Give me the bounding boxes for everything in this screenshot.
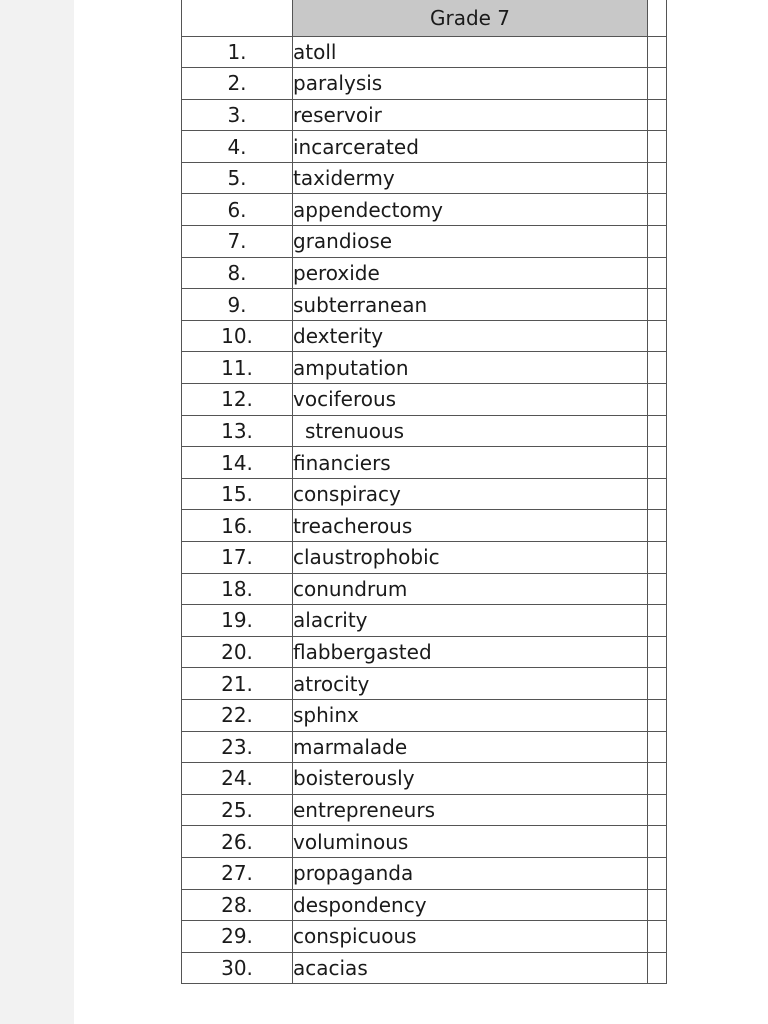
number-column-header bbox=[182, 0, 293, 36]
extra-cell bbox=[648, 636, 667, 668]
row-number: 23. bbox=[182, 731, 293, 763]
extra-cell bbox=[648, 699, 667, 731]
row-number: 14. bbox=[182, 447, 293, 479]
table-row bbox=[182, 510, 667, 542]
extra-cell bbox=[648, 352, 667, 384]
spelling-word: propaganda bbox=[293, 857, 648, 889]
table-row bbox=[182, 542, 667, 574]
row-number: 26. bbox=[182, 826, 293, 858]
spelling-word: dexterity bbox=[293, 320, 648, 352]
extra-cell bbox=[648, 857, 667, 889]
row-number: 20. bbox=[182, 636, 293, 668]
spelling-word: taxidermy bbox=[293, 162, 648, 194]
table-row bbox=[182, 794, 667, 826]
extra-column-header bbox=[648, 0, 667, 36]
spelling-word: grandiose bbox=[293, 226, 648, 258]
table-row bbox=[182, 99, 667, 131]
spelling-word: strenuous bbox=[293, 415, 648, 447]
extra-cell bbox=[648, 320, 667, 352]
spelling-word: despondency bbox=[293, 889, 648, 921]
row-number: 16. bbox=[182, 510, 293, 542]
row-number: 15. bbox=[182, 478, 293, 510]
spelling-word: voluminous bbox=[293, 826, 648, 858]
spelling-word: atoll bbox=[293, 36, 648, 68]
table-row bbox=[182, 226, 667, 258]
table-row bbox=[182, 384, 667, 416]
row-number: 25. bbox=[182, 794, 293, 826]
spelling-word: flabbergasted bbox=[293, 636, 648, 668]
table-row bbox=[182, 447, 667, 479]
extra-cell bbox=[648, 921, 667, 953]
table-row bbox=[182, 289, 667, 321]
row-number: 3. bbox=[182, 99, 293, 131]
spelling-word: amputation bbox=[293, 352, 648, 384]
table-row bbox=[182, 478, 667, 510]
word-list bbox=[182, 36, 667, 984]
spelling-word: atrocity bbox=[293, 668, 648, 700]
row-number: 22. bbox=[182, 699, 293, 731]
table-row bbox=[182, 352, 667, 384]
extra-cell bbox=[648, 131, 667, 163]
row-number: 2. bbox=[182, 68, 293, 100]
spelling-word: incarcerated bbox=[293, 131, 648, 163]
row-number: 10. bbox=[182, 320, 293, 352]
extra-cell bbox=[648, 510, 667, 542]
table-row bbox=[182, 889, 667, 921]
extra-cell bbox=[648, 68, 667, 100]
row-number: 8. bbox=[182, 257, 293, 289]
row-number: 7. bbox=[182, 226, 293, 258]
spelling-word-table bbox=[181, 0, 667, 984]
row-number: 11. bbox=[182, 352, 293, 384]
extra-cell bbox=[648, 289, 667, 321]
spelling-word: treacherous bbox=[293, 510, 648, 542]
table-row bbox=[182, 415, 667, 447]
spelling-word: sphinx bbox=[293, 699, 648, 731]
extra-cell bbox=[648, 415, 667, 447]
table-row bbox=[182, 636, 667, 668]
extra-cell bbox=[648, 226, 667, 258]
row-number: 29. bbox=[182, 921, 293, 953]
extra-cell bbox=[648, 889, 667, 921]
extra-cell bbox=[648, 257, 667, 289]
row-number: 30. bbox=[182, 952, 293, 984]
row-number: 18. bbox=[182, 573, 293, 605]
extra-cell bbox=[648, 573, 667, 605]
spelling-word: appendectomy bbox=[293, 194, 648, 226]
table-row bbox=[182, 826, 667, 858]
row-number: 28. bbox=[182, 889, 293, 921]
table-row bbox=[182, 921, 667, 953]
spelling-word: acacias bbox=[293, 952, 648, 984]
extra-cell bbox=[648, 605, 667, 637]
spelling-word: subterranean bbox=[293, 289, 648, 321]
extra-cell bbox=[648, 36, 667, 68]
table-row bbox=[182, 194, 667, 226]
extra-cell bbox=[648, 952, 667, 984]
header-row bbox=[182, 0, 667, 36]
row-number: 13. bbox=[182, 415, 293, 447]
table-row bbox=[182, 573, 667, 605]
row-number: 19. bbox=[182, 605, 293, 637]
row-number: 27. bbox=[182, 857, 293, 889]
extra-cell bbox=[648, 794, 667, 826]
row-number: 24. bbox=[182, 763, 293, 795]
table-row bbox=[182, 731, 667, 763]
extra-cell bbox=[648, 478, 667, 510]
table-row bbox=[182, 162, 667, 194]
spelling-word: marmalade bbox=[293, 731, 648, 763]
extra-cell bbox=[648, 99, 667, 131]
row-number: 5. bbox=[182, 162, 293, 194]
row-number: 6. bbox=[182, 194, 293, 226]
row-number: 4. bbox=[182, 131, 293, 163]
spelling-word: financiers bbox=[293, 447, 648, 479]
spelling-word: alacrity bbox=[293, 605, 648, 637]
table-row bbox=[182, 36, 667, 68]
extra-cell bbox=[648, 763, 667, 795]
table-row bbox=[182, 605, 667, 637]
row-number: 21. bbox=[182, 668, 293, 700]
left-margin bbox=[0, 0, 74, 1024]
extra-cell bbox=[648, 384, 667, 416]
table-row bbox=[182, 257, 667, 289]
row-number: 12. bbox=[182, 384, 293, 416]
table-row bbox=[182, 857, 667, 889]
spelling-word: reservoir bbox=[293, 99, 648, 131]
spelling-word: conundrum bbox=[293, 573, 648, 605]
row-number: 9. bbox=[182, 289, 293, 321]
table-row bbox=[182, 699, 667, 731]
extra-cell bbox=[648, 447, 667, 479]
table-row bbox=[182, 68, 667, 100]
row-number: 17. bbox=[182, 542, 293, 574]
extra-cell bbox=[648, 731, 667, 763]
table-row bbox=[182, 668, 667, 700]
spelling-word: entrepreneurs bbox=[293, 794, 648, 826]
table-row bbox=[182, 131, 667, 163]
spelling-word: boisterously bbox=[293, 763, 648, 795]
row-number: 1. bbox=[182, 36, 293, 68]
table-row bbox=[182, 763, 667, 795]
spelling-word: conspiracy bbox=[293, 478, 648, 510]
extra-cell bbox=[648, 542, 667, 574]
extra-cell bbox=[648, 194, 667, 226]
extra-cell bbox=[648, 668, 667, 700]
spelling-word: peroxide bbox=[293, 257, 648, 289]
extra-cell bbox=[648, 162, 667, 194]
table-row bbox=[182, 952, 667, 984]
spelling-word: paralysis bbox=[293, 68, 648, 100]
spelling-word: vociferous bbox=[293, 384, 648, 416]
extra-cell bbox=[648, 826, 667, 858]
spelling-word: claustrophobic bbox=[293, 542, 648, 574]
grade-title: Grade 7 bbox=[293, 0, 648, 36]
table-row bbox=[182, 320, 667, 352]
spelling-word: conspicuous bbox=[293, 921, 648, 953]
